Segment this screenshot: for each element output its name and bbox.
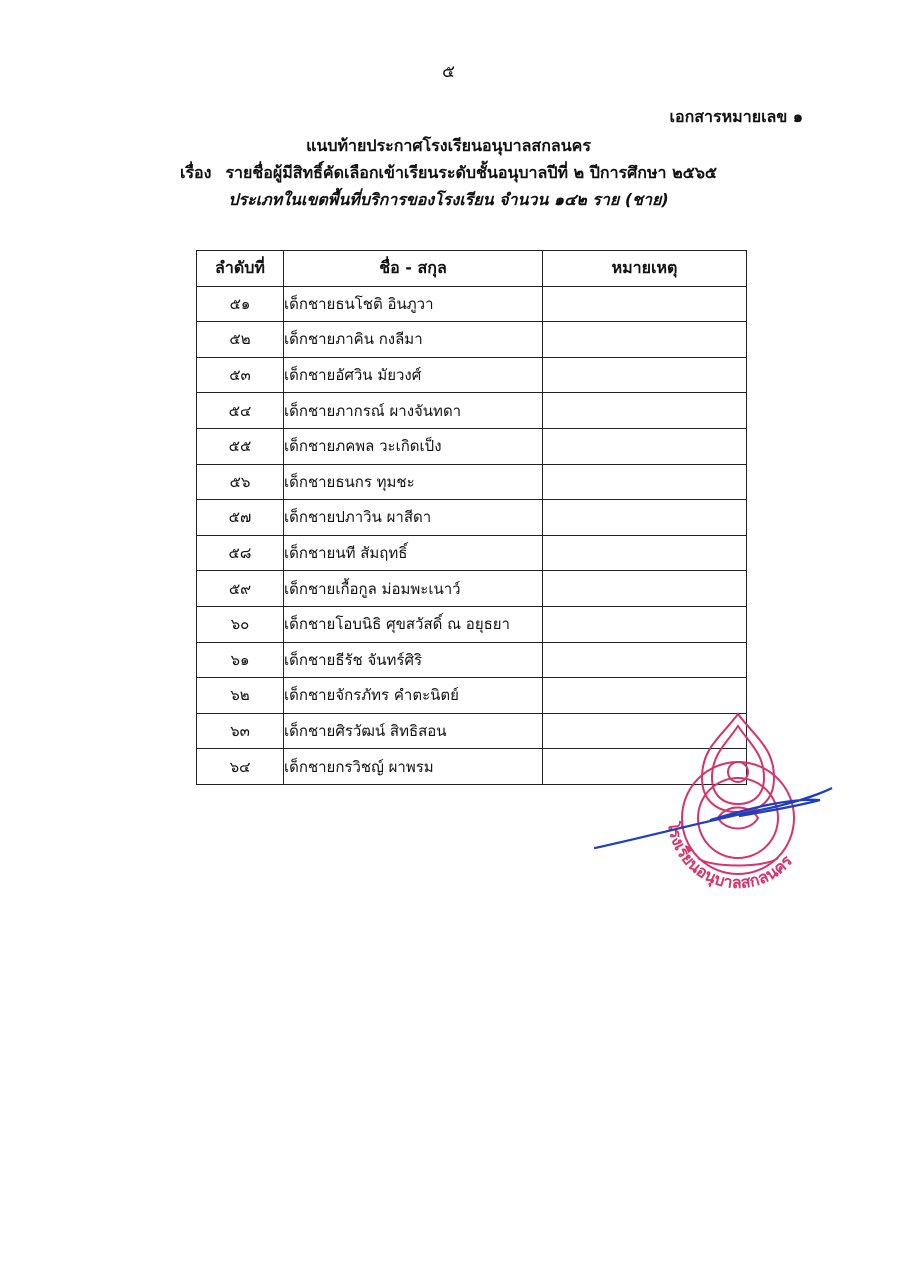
student-name: เด็กชายปภาวิน ผาสีดา [284,500,543,536]
header-category: ประเภทในเขตพื้นที่บริการของโรงเรียน จำนวน ๑๔๒ ราย (ชาย) [228,190,669,209]
row-number: ๖๑ [197,642,284,678]
student-name: เด็กชายจักรภัทร คำตะนิตย์ [284,678,543,714]
table-row [197,322,747,358]
remark [543,286,747,322]
document-header [0,132,897,213]
remark [543,535,747,571]
header-subject [0,159,897,186]
remark [543,393,747,429]
table-row [197,428,747,464]
remark [543,642,747,678]
table-header-row [197,251,747,287]
student-name: เด็กชายศิรวัฒน์ สิทธิสอน [284,713,543,749]
table-row [197,606,747,642]
subject-text: รายชื่อผู้มีสิทธิ์คัดเลือกเข้าเรียนระดับชั้นอนุบาลปีที่ ๒ ปีการศึกษา ๒๕๖๕ [225,163,718,182]
student-name: เด็กชายภาคิน กงลีมา [284,322,543,358]
student-name: เด็กชายโอบนิธิ ศุขสวัสดิ์ ณ อยุธยา [284,606,543,642]
remark [543,322,747,358]
student-name: เด็กชายนที สัมฤทธิ์ [284,535,543,571]
row-number: ๖๓ [197,713,284,749]
subject-label: เรื่อง [179,163,212,182]
table-row [197,500,747,536]
student-name: เด็กชายธีรัช จันทร์ศิริ [284,642,543,678]
row-number: ๕๒ [197,322,284,358]
table-row [197,535,747,571]
remark [543,464,747,500]
column-header-name: ชื่อ - สกุล [284,251,543,287]
remark [543,357,747,393]
student-name: เด็กชายภคพล วะเกิดเป็ง [284,428,543,464]
page-number: ๕ [442,62,455,82]
row-number: ๖๐ [197,606,284,642]
column-header-number: ลำดับที่ [197,251,284,287]
row-number: ๕๘ [197,535,284,571]
row-number: ๕๓ [197,357,284,393]
seal-text: โรงเรียนอนุบาลสกลนคร [664,820,796,893]
row-number: ๖๔ [197,749,284,785]
document-number: เอกสารหมายเลข ๑ [669,107,803,126]
header-title: แนบท้ายประกาศโรงเรียนอนุบาลสกลนคร [306,136,591,155]
student-name: เด็กชายภากรณ์ ผางจันทดา [284,393,543,429]
student-name: เด็กชายกรวิชญ์ ผาพรม [284,749,543,785]
row-number: ๕๗ [197,500,284,536]
remark [543,500,747,536]
table-row [197,464,747,500]
row-number: ๕๔ [197,393,284,429]
table-row [197,286,747,322]
row-number: ๕๕ [197,428,284,464]
remark [543,606,747,642]
table-row [197,571,747,607]
table-row [197,357,747,393]
school-seal-stamp [590,708,840,898]
student-name: เด็กชายธนโชติ อินภูวา [284,286,543,322]
student-name: เด็กชายเกื้อกูล ม่อมพะเนาว์ [284,571,543,607]
student-name: เด็กชายธนกร ทุมชะ [284,464,543,500]
remark [543,428,747,464]
remark [543,571,747,607]
table-row [197,642,747,678]
row-number: ๕๑ [197,286,284,322]
student-list-table [196,250,747,785]
table-row [197,393,747,429]
row-number: ๕๙ [197,571,284,607]
row-number: ๕๖ [197,464,284,500]
student-name: เด็กชายอัศวิน มัยวงศ์ [284,357,543,393]
row-number: ๖๒ [197,678,284,714]
column-header-note: หมายเหตุ [543,251,747,287]
